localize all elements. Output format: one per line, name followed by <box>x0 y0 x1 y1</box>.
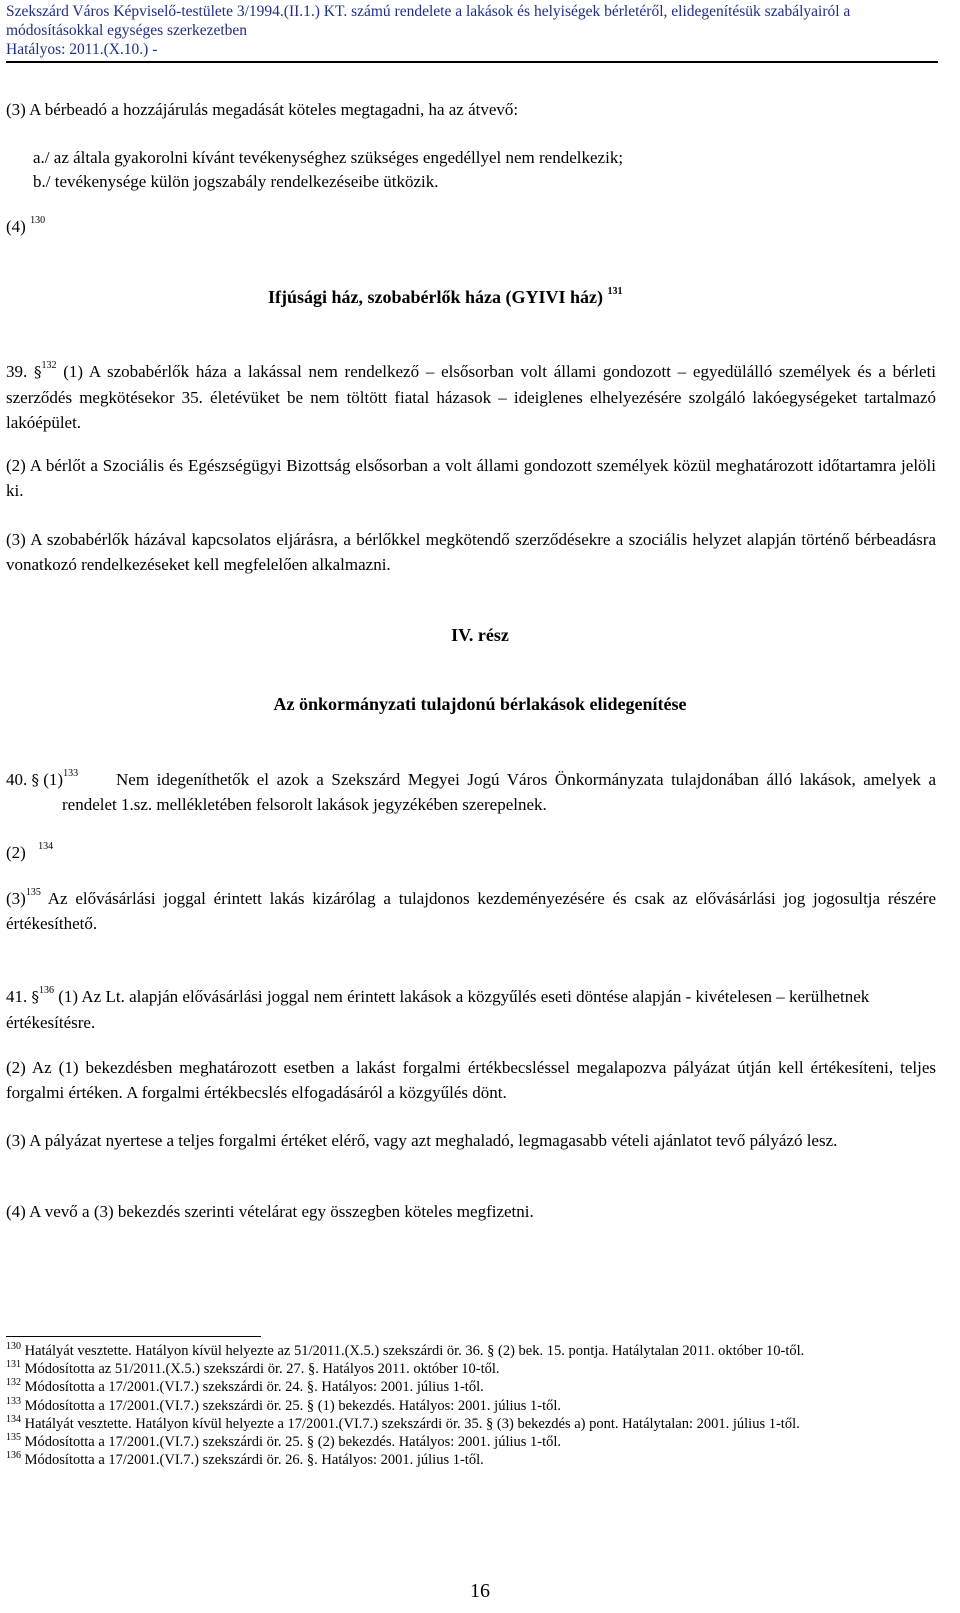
section-39-paragraph-3: (3) A szobabérlők házával kapcsolatos eljárásra, a bérlőkkel megkötendő szerződésekre a szociális helyzet alapján történő bérbeadásra vonatkozó rendelkezéseket kell megfelelően alkalmazni. <box>6 530 936 574</box>
paragraph-4-label: (4) <box>6 217 26 236</box>
section-number: 39. <box>6 362 28 381</box>
section-40-paragraph-3 <box>6 886 936 936</box>
footnote-ref-134[interactable]: 134 <box>38 841 54 852</box>
part-title: IV. rész <box>451 625 509 645</box>
footnote-132 <box>6 1378 484 1396</box>
paragraph-label: (3) <box>6 889 26 908</box>
paragraph-text: Az elővásárlási joggal érintett lakás kizárólag a tulajdonos kezdeményezésére és csak az elővásárlási jog jogosultja részére értékesíthető. <box>6 889 937 933</box>
section-40-paragraph-2 <box>6 840 53 865</box>
section-heading-privatization: Az önkormányzati tulajdonú bérlakások elidegenítése <box>273 694 687 714</box>
section-41-paragraph-1 <box>6 984 936 1035</box>
footnote-130 <box>6 1342 804 1360</box>
section-sign: § <box>34 363 42 381</box>
paragraph-3-item-a: a./ az általa gyakorolni kívánt tevékenységhez szükséges engedéllyel nem rendelkezik; <box>33 148 624 167</box>
footnote-133 <box>6 1397 561 1415</box>
footnote-text: Hatályát vesztette. Hatályon kívül helyezte az 51/2011.(X.5.) szekszárdi ör. 36. § (2) bek. 15. pontja. Hatálytalan 2011. október 10-től. <box>24 1343 805 1359</box>
paragraph-label: (2) <box>6 843 26 862</box>
footnote-divider <box>6 1336 261 1337</box>
paragraph-4 <box>6 214 45 239</box>
section-heading-youth-house <box>268 285 688 310</box>
footnote-ref-130[interactable]: 130 <box>30 215 46 226</box>
footnote-136 <box>6 1451 484 1469</box>
footnote-number: 133 <box>6 1396 21 1407</box>
footnote-number: 131 <box>6 1359 21 1370</box>
section-39-text: (1) A szobabérlők háza a lakással nem rendelkező – elsősorban volt állami gondozott – egyedülálló személyek és a bérleti szerződés megkötésekor 35. életévüket be nem töltött fiatal házasok – ideiglenes elhelyezésére szolgáló lakóegységeket tartalmazó lakóépület. <box>6 362 937 432</box>
paragraph-3-lead: (3) A bérbeadó a hozzájárulás megadását köteles megtagadni, ha az átvevő: <box>6 100 519 119</box>
section-41-paragraph-3: (3) A pályázat nyertese a teljes forgalmi értéket elérő, vagy azt meghaladó, legmagasabb vételi ajánlatot tevő pályázó lesz. <box>6 1131 838 1150</box>
paragraph-label: (1) <box>43 770 64 789</box>
footnote-ref-136[interactable]: 136 <box>39 985 54 996</box>
heading-text: Ifjúsági ház, szobabérlők háza (GYIVI ház) <box>268 287 604 307</box>
footnote-number: 135 <box>6 1432 21 1443</box>
section-41-paragraph-2: (2) Az (1) bekezdésben meghatározott esetben a lakást forgalmi értékbecsléssel megalapozva pályázat útján kell értékesíteni, teljes forgalmi értéken. A forgalmi értékbecslés elfogadásáról a közgyűlés dönt. <box>6 1058 936 1102</box>
section-41-paragraph-4: (4) A vevő a (3) bekezdés szerinti vételárat egy összegben köteles megfizetni. <box>6 1202 534 1221</box>
section-40-paragraph-1: Nem idegeníthetők el azok a Szekszárd Megyei Jogú Város Önkormányzata tulajdonában álló lakások, amelyek a rendelet 1.sz. mellékletében felsorolt lakások jegyzékében szerepelnek. <box>62 770 936 814</box>
footnote-text: Módosította a 17/2001.(VI.7.) szekszárdi ör. 25. § (2) bekezdés. Hatályos: 2001. július 1-től. <box>24 1434 562 1450</box>
section-41-text: (1) Az Lt. alapján elővásárlási joggal nem érintett lakások a közgyűlés eseti döntése alapján - kivételesen – kerülhetnek értékesítésre. <box>6 987 870 1032</box>
header-validity-line: Hatályos: 2011.(X.10.) - <box>6 41 158 58</box>
footnote-text: Módosította a 17/2001.(VI.7.) szekszárdi ör. 25. § (1) bekezdés. Hatályos: 2001. július 1-től. <box>24 1398 562 1414</box>
paragraph-3-item-b: b./ tevékenysége külön jogszabály rendelkezéseibe ütközik. <box>33 172 439 191</box>
section-number: 40. <box>6 770 28 789</box>
section-39-paragraph-1 <box>6 359 936 435</box>
footnote-134 <box>6 1415 800 1433</box>
footnote-ref-131[interactable]: 131 <box>607 286 623 297</box>
header-title-line: Szekszárd Város Képviselő-testülete 3/1994.(II.1.) KT. számú rendelete a lakások és helyiségek bérletéről, elidegenítésük szabályairól a <box>6 3 851 20</box>
footnote-number: 132 <box>6 1377 21 1388</box>
footnote-text: Módosította az 51/2011.(X.5.) szekszárdi ör. 27. §. Hatályos 2011. október 10-től. <box>24 1361 500 1377</box>
page-number: 16 <box>470 1580 490 1602</box>
section-sign: § <box>31 988 39 1006</box>
section-39-paragraph-2: (2) A bérlőt a Szociális és Egészségügyi Bizottság elsősorban a volt állami gondozott személyek közül meghatározott időtartamra jelöli ki. <box>6 456 936 500</box>
footnote-ref-132[interactable]: 132 <box>41 360 57 371</box>
footnote-ref-135[interactable]: 135 <box>25 887 41 898</box>
footnote-text: Módosította a 17/2001.(VI.7.) szekszárdi ör. 24. §. Hatályos: 2001. július 1-től. <box>24 1379 484 1395</box>
document-header <box>6 2 941 59</box>
section-sign: § <box>31 771 39 789</box>
footnote-135 <box>6 1433 561 1451</box>
header-divider <box>6 61 938 63</box>
footnote-text: Módosította a 17/2001.(VI.7.) szekszárdi ör. 26. §. Hatályos: 2001. július 1-től. <box>24 1452 484 1468</box>
footnote-number: 134 <box>6 1414 21 1425</box>
header-subtitle-line: módosításokkal egységes szerkezetben <box>6 22 248 39</box>
footnote-text: Hatályát vesztette. Hatályon kívül helyezte a 17/2001.(VI.7.) szekszárdi ör. 35. § (3) bekezdés a) pont. Hatálytalan: 2001. július 1-től. <box>24 1416 800 1432</box>
section-number: 41. <box>6 987 28 1006</box>
footnote-number: 130 <box>6 1341 21 1352</box>
footnote-number: 136 <box>6 1450 21 1461</box>
footnote-ref-133[interactable]: 133 <box>63 768 79 779</box>
footnote-131 <box>6 1360 500 1378</box>
